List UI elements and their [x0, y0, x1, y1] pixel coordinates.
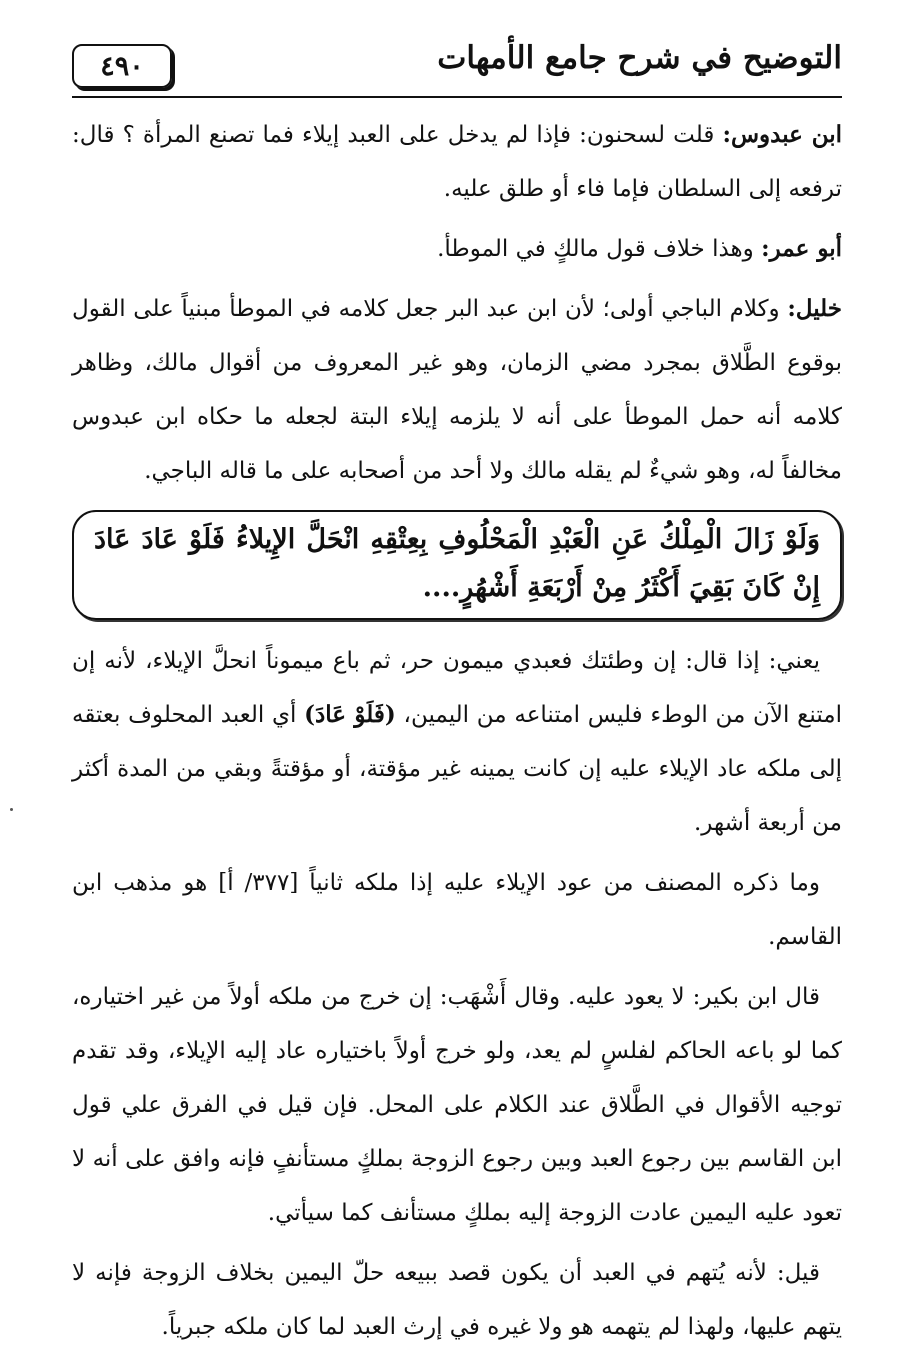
speaker-label: أبو عمر:: [761, 235, 842, 262]
commentary-paragraph: [72, 970, 842, 1240]
commentary-text: وما ذكره المصنف من عود الإيلاء عليه إذا ملكه ثانياً [٣٧٧/ أ] هو مذهب ابن القاسم.: [72, 870, 842, 950]
paragraph-abu-umar: [72, 222, 842, 276]
page-number: ٤٩٠: [100, 50, 144, 82]
commentary-text: أي العبد المحلوف بعتقه إلى ملكه عاد الإيلاء عليه إن كانت يمينه غير مؤقتة، أو مؤقتةً وبقي من المدة أكثر من أربعة أشهر.: [72, 702, 842, 836]
paragraph-ibn-abdus: [72, 108, 842, 216]
paragraph-text: وكلام الباجي أولى؛ لأن ابن عبد البر جعل كلامه في الموطأ مبنياً على القول بوقوع الطَّلاق بمجرد مضي الزمان، وهو غير المعروف من أقوال مالك، وظاهر كلامه أنه حمل الموطأ على أنه لا يلزمه إيلاء البتة لجعله ما حكاه ابن عبدوس مخالفاً له، وهو شيءٌ لم يقله مالك ولا أحد من أصحابه على ما قاله الباجي.: [72, 296, 842, 484]
commentary-paragraph: [72, 856, 842, 964]
speaker-label: ابن عبدوس:: [722, 121, 842, 148]
page-number-box: [72, 44, 172, 88]
commentary-text: قال ابن بكير: لا يعود عليه. وقال أَشْهَب: إن خرج من ملكه أولاً من غير اختياره، كما لو باعه الحاكم لفلسٍ لم يعد، ولو خرج أولاً باختياره عاد إليه الإيلاء، وقد تقدم توجيه الأقوال في الطَّلاق عند الكلام على المحل. فإن قيل في الفرق علي قول ابن القاسم بين رجوع العبد وبين رجوع الزوجة بملكٍ مستأنفٍ فإنه وافق على أنه لا تعود عليه اليمين عادت الزوجة إليه بملكٍ مستأنف كما سيأتي.: [72, 984, 842, 1226]
commentary-paragraph: [72, 634, 842, 850]
page-header: [72, 38, 842, 98]
running-title: التوضيح في شرح جامع الأمهات: [437, 40, 842, 76]
page-body: [72, 108, 842, 1360]
matn-quote-text: وَلَوْ زَالَ الْمِلْكُ عَنِ الْعَبْدِ الْمَحْلُوفِ بِعِتْقِهِ انْحَلَّ الإِيلاءُ فَلَوْ عَادَ عَادَ إِنْ كَانَ بَقِيَ أَكْثَرُ مِنْ أَرْبَعَةِ أَشْهُرٍ....: [94, 524, 820, 603]
paragraph-khalil: [72, 282, 842, 498]
commentary-text: يعني: إذا قال: إن وطئتك فعبدي ميمون حر، ثم باع ميموناً انحلَّ الإيلاء، لأنه إن امتنع الآن من الوطء فليس امتناعه من اليمين،: [72, 648, 842, 728]
speaker-label: خليل:: [787, 295, 842, 322]
paragraph-text: قلت لسحنون: فإذا لم يدخل على العبد إيلاء فما تصنع المرأة ؟ قال: ترفعه إلى السلطان فإما فاء أو طلق عليه.: [72, 122, 842, 202]
header-divider: [72, 96, 842, 98]
commentary-paragraph: [72, 1246, 842, 1354]
margin-mark: [10, 808, 13, 811]
matn-quote-box: [72, 510, 842, 620]
quoted-phrase: (فَلَوْ عَادَ): [304, 701, 396, 728]
commentary-text: قيل: لأنه يُتهم في العبد أن يكون قصد ببيعه حلّ اليمين بخلاف الزوجة فإنه لا يتهم عليها، ولهذا لم يتهمه هو ولا غيره في إرث العبد لما كان ملكه جبرياً.: [72, 1260, 842, 1340]
paragraph-text: وهذا خلاف قول مالكٍ في الموطأ.: [437, 236, 762, 262]
